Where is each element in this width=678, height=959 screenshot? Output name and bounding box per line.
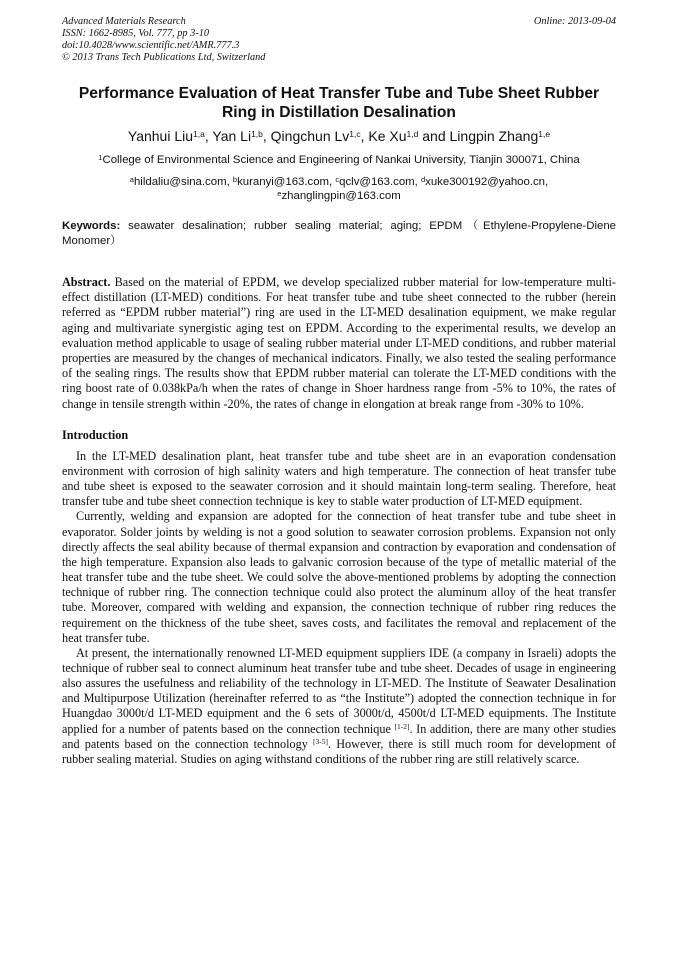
issn: ISSN: 1662-8985, Vol. 777, pp 3-10 xyxy=(62,28,210,39)
email-mark: b xyxy=(232,175,238,184)
keywords-label: Keywords: xyxy=(62,220,121,232)
author-separator: , xyxy=(262,128,271,144)
author-separator: , xyxy=(360,128,369,144)
email-mark: a xyxy=(129,175,134,184)
author-name: Yan Li xyxy=(212,128,252,144)
email-mark: d xyxy=(420,175,426,184)
abstract-label: Abstract. xyxy=(62,275,111,289)
author-name: Qingchun Lv xyxy=(270,128,350,144)
intro-paragraph-2: Currently, welding and expansion are adopted for the connection of heat transfer tube and tube sheet in evaporator. Solder joints by welding is not a good solution to seawater corrosion problems. Expansion not only directly affects the seal ability because of thermal expansion and contraction by evaporation and condensation of the high temperature. Expansion also leads to galvanic corrosion because of the type of metallic material of the heat transfer tube and the tube sheet. We could solve the above-mentioned problems by adopting the connection technique of rubber ring. The connection technique could also protect the aluminum alloy of the heat transfer tube. Moreover, compared with welding and expansion, the connection technique of rubber ring reduces the requirement on the thickness of the tube sheet, saves costs, and facilitates the removal and replacement of the heat transfer tube. xyxy=(62,509,616,645)
author-affil-mark: 1,b xyxy=(251,129,263,139)
abstract-text: Based on the material of EPDM, we develop specialized rubber material for low-temperature multi-effect distillation (LT-MED) conditions. For heat transfer tube and tube sheet connected to the rubber (herein referred as “EPDM rubber material”) ring are used in the LT-MED desalination equipment, we make regular aging and multivariate synergistic aging test on EPDM. According to the experimental results, we develop an evaluation method applicable to usage of sealing rubber material under LT-MED conditions, and rubber material properties are measured by the changes of mechanical indicators. Finally, we also tested the sealing performance of the sealing rings. The results show that EPDM rubber material can tolerate the LT-MED conditions with the ring boost rate of 0.038kPa/h when the rates of change in Shoer hardness range from -5% to 10%, the rates of change in tensile strength within -20%, the rates of change in elongation at break range from -30% to 10%. xyxy=(62,275,616,411)
author-affil-mark: 1,d xyxy=(406,129,419,139)
author-separator: , xyxy=(204,128,213,144)
citation-ref: [3-5] xyxy=(313,736,328,746)
journal-header xyxy=(62,16,616,64)
journal-name: Advanced Materials Research xyxy=(62,16,186,27)
abstract xyxy=(62,275,616,412)
author-name: Lingpin Zhang xyxy=(449,128,539,144)
intro-p3-text: . In addition, there are many other studies and patents based on the connection technology xyxy=(62,721,616,751)
title-line-1: Performance Evaluation of Heat Transfer Tube and Tube Sheet Rubber xyxy=(78,85,600,102)
email-address: xuke300192@yahoo.cn, xyxy=(425,176,549,188)
introduction-body xyxy=(62,449,616,767)
intro-p3-text: At present, the internationally renowned LT-MED equipment suppliers IDE (a company in Israeli) adopts the technique of rubber seal to connect aluminum heat transfer tube and tube sheet. Decades of usage in engineering also assures the usefulness and reliability of the technology in LT-MED. The Institute of Seawater Desalination and Multipurpose Utilization (hereinafter referred to as “the Institute”) adopted the connection technique in for Huangdao 3000t/d LT-MED equipment and the 6 sets of 3000t/d, 4500t/d LT-MED equipments. The Institute applied for a number of patents based on the connection technique xyxy=(62,645,616,736)
author-name: Yanhui Liu xyxy=(127,128,194,144)
affiliation-mark: 1 xyxy=(98,153,103,162)
email-address: qclv@163.com, xyxy=(339,176,421,188)
citation-ref: [1-2] xyxy=(394,721,410,731)
email-mark: c xyxy=(335,175,340,184)
intro-paragraph-3 xyxy=(62,646,616,767)
affiliation-text: College of Environmental Science and Engineering of Nankai University, Tianjin 300071, China xyxy=(102,154,580,166)
author-affil-mark: 1,e xyxy=(538,129,551,139)
affiliation xyxy=(62,153,616,167)
paper-title xyxy=(62,84,616,122)
intro-p3-text: . However, there is still much room for development of rubber sealing material. Studies on aging withstand conditions of the rubber ring are still relatively scarce. xyxy=(62,736,616,766)
section-heading-introduction: Introduction xyxy=(62,427,129,442)
author-name: Ke Xu xyxy=(368,128,407,144)
doi: doi:10.4028/www.scientific.net/AMR.777.3 xyxy=(62,40,240,51)
author-affil-mark: 1,c xyxy=(349,129,361,139)
intro-paragraph-1: In the LT-MED desalination plant, heat transfer tube and tube sheet are in an evaporation condensation environment with corrosion of high salinity waters and high temperature. The connection of heat transfer tube and tube sheet is exposed to the seawater corrosion and it should maintain long-term sealing. Therefore, heat transfer tube and tube sheet connection technique is key to stable water production of LT-MED equipment. xyxy=(62,448,616,509)
email-mark: e xyxy=(277,189,282,198)
keywords-text: seawater desalination; rubber sealing material; aging; EPDM（Ethylene-Propylene-Diene Monomer） xyxy=(62,220,616,247)
email-list xyxy=(62,175,616,203)
email-address: zhanglingpin@163.com xyxy=(281,190,401,202)
author-list xyxy=(62,127,616,145)
title-line-2: Ring in Distillation Desalination xyxy=(222,104,456,121)
email-address: kuranyi@163.com, xyxy=(237,176,336,188)
online-date: Online: 2013-09-04 xyxy=(533,16,616,27)
keywords xyxy=(62,219,616,249)
author-affil-mark: 1,a xyxy=(193,129,205,139)
email-address: hildaliu@sina.com, xyxy=(133,176,233,188)
copyright: © 2013 Trans Tech Publications Ltd, Switzerland xyxy=(62,52,266,63)
author-separator: and xyxy=(418,128,450,144)
